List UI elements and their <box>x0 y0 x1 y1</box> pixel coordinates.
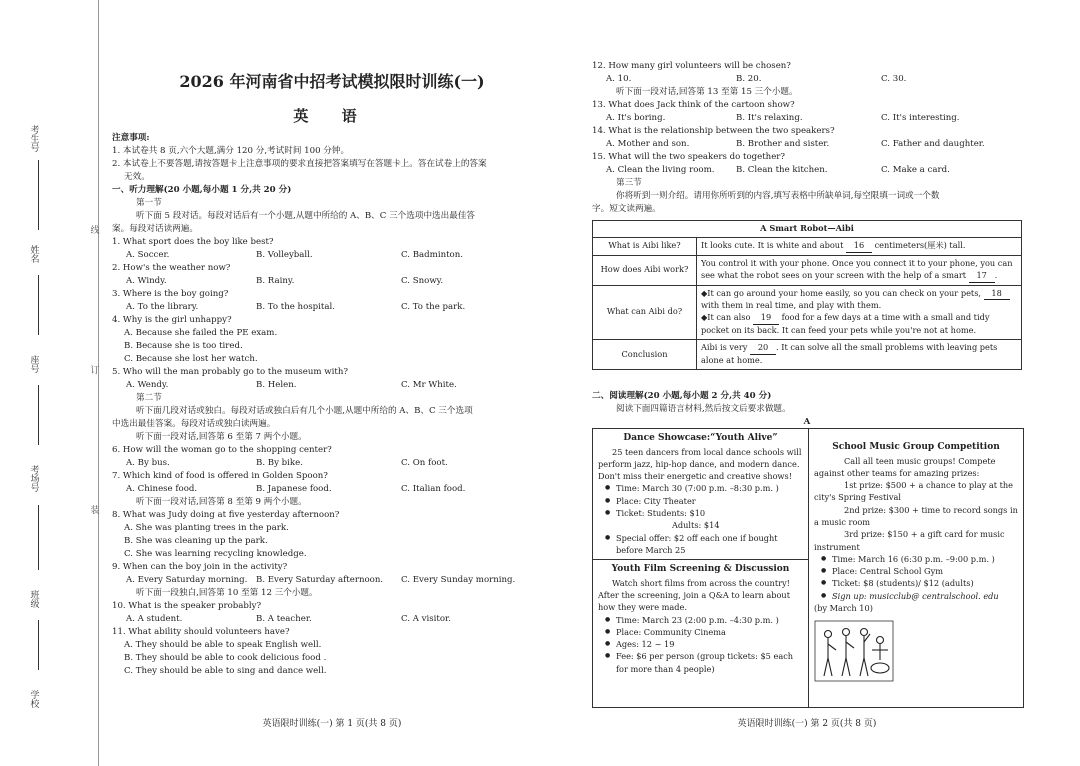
option-b: B. To the hospital. <box>256 302 335 312</box>
music-place: ● Place: Central School Gym <box>814 565 1018 577</box>
option-row <box>592 138 1022 151</box>
label-name: 姓名 <box>28 245 39 263</box>
text-line: 12. How many girl volunteers will be chosen? <box>592 61 791 71</box>
text-line: 4. Why is the girl unhappy? <box>112 315 232 325</box>
field-class <box>38 620 39 670</box>
option-b: B. It's relaxing. <box>736 113 803 123</box>
option-c: C. To the park. <box>401 302 466 312</box>
text-line: A. She was planting trees in the park. <box>124 523 289 533</box>
option-a: A. By bus. <box>126 458 170 468</box>
text-line: 听下面 5 段对话。每段对话后有一个小题,从题中所给的 A、B、C 三个选项中选出最佳答 <box>136 211 476 221</box>
option-a: A. Chinese food. <box>126 484 198 494</box>
music-prize-2: 2nd prize: $300 + time to record songs in a music room <box>814 504 1018 527</box>
option-a: A. Windy. <box>126 276 167 286</box>
option-row <box>112 275 552 288</box>
option-c: C. On foot. <box>401 458 448 468</box>
text-line: C. Because she lost her watch. <box>124 354 258 364</box>
text-line: 1. 本试卷共 8 页,六个大题,满分 120 分,考试时间 100 分钟。 <box>112 146 350 156</box>
music-prize-3: 3rd prize: $150 + a gift card for music instrument <box>814 529 1005 552</box>
option-b: B. Brother and sister. <box>736 139 830 149</box>
text-line: 15. What will the two speakers do together? <box>592 152 786 162</box>
page-1-footer: 英语限时训练(一) 第 1 页(共 8 页) <box>262 719 402 729</box>
page-2-content <box>592 60 1022 216</box>
blank-17: 17 <box>969 270 995 283</box>
text-line: 1. What sport does the boy like best? <box>112 237 274 247</box>
option-c: C. Snowy. <box>401 276 444 286</box>
option-row <box>112 457 552 470</box>
text-line: 听下面几段对话或独白。每段对话或独白后有几个小题,从题中所给的 A、B、C 三个选项 <box>136 406 473 416</box>
passage-a-right-column <box>809 429 1023 707</box>
robot-row-value: Aibi is very 20 . It can solve all the small problems with leaving pets alone at home. <box>697 340 1022 370</box>
text-line: 10. What is the speaker probably? <box>112 601 262 611</box>
text-line: 7. Which kind of food is offered in Golden Spoon? <box>112 471 328 481</box>
robot-row-value: ◆It can go around your home easily, so you can check on your pets, 18 with them in real time, and play with them. ◆It can also 19 food for a few days at a time with a small and tidy pocket on its back. It can feed your pets while you're not at home. <box>697 285 1022 340</box>
text-line: 字。短文读两遍。 <box>592 204 661 214</box>
robot-row-key: Conclusion <box>593 340 697 370</box>
option-b: B. Helen. <box>256 380 297 390</box>
text-line: 听下面一段独白,回答第 10 至第 12 三个小题。 <box>136 588 318 598</box>
option-c: C. It's interesting. <box>881 113 960 123</box>
mark-bind: 订 <box>88 365 99 374</box>
music-ticket: ● Ticket: $8 (students)/ $12 (adults) <box>814 577 1018 589</box>
option-a: A. It's boring. <box>606 113 666 123</box>
field-exam-number <box>38 160 39 230</box>
text-line: 听下面一段对话,回答第 8 至第 9 两个小题。 <box>136 497 307 507</box>
option-b: B. Clean the kitchen. <box>736 165 828 175</box>
blank-20: 20 <box>750 342 776 355</box>
dance-place: ● Place: City Theater <box>598 495 803 507</box>
robot-row-value: You control it with your phone. Once you connect it to your phone, you can see what the robot sees on your screen with the help of a smart 17 . <box>697 255 1022 285</box>
binding-margin <box>0 0 100 766</box>
option-c: C. Italian food. <box>401 484 466 494</box>
robot-row-key: What is Aibi like? <box>593 237 697 255</box>
mark-line: 线 <box>88 225 99 234</box>
text-line: 11. What ability should volunteers have? <box>112 627 290 637</box>
option-a: A. A student. <box>126 614 183 624</box>
option-a: A. Clean the living room. <box>606 165 715 175</box>
text-line: 8. What was Judy doing at five yesterday afternoon? <box>112 510 340 520</box>
exam-title: 2026 年河南省中招考试模拟限时训练(一) <box>179 72 485 91</box>
label-school: 学校 <box>28 690 39 708</box>
film-time: ● Time: March 23 (2:00 p.m. –4:30 p.m. ) <box>598 614 803 626</box>
option-row <box>592 73 1022 86</box>
text-line: 你将听到一则介绍。请用你所听到的内容,填写表格中所缺单词,每空限填一词或一个数 <box>616 191 940 201</box>
option-row <box>112 249 552 262</box>
exam-subject: 英 语 <box>293 107 371 125</box>
film-ages: ● Ages: 12 ~ 19 <box>598 638 803 650</box>
option-a: A. Mother and son. <box>606 139 690 149</box>
film-body: Watch short films from across the country! After the screening, join a Q&A to learn about how they were made. <box>598 577 790 613</box>
dance-ticket: ● Ticket: Students: $10 <box>598 507 803 519</box>
text-line: 9. When can the boy join in the activity? <box>112 562 288 572</box>
robot-row-key: What can Aibi do? <box>593 285 697 340</box>
text-line: 2. How's the weather now? <box>112 263 231 273</box>
field-room <box>38 505 39 570</box>
option-b: B. Volleyball. <box>256 250 313 260</box>
option-c: C. Make a card. <box>881 165 950 175</box>
option-a: A. 10. <box>606 74 632 84</box>
option-a: A. To the library. <box>126 302 199 312</box>
text-line: B. She was cleaning up the park. <box>124 536 268 546</box>
music-section <box>809 429 1023 689</box>
dance-offer: ● Special offer: $2 off each one if bought before March 25 <box>598 532 803 557</box>
text-line: 听下面一段对话,回答第 6 至第 7 两个小题。 <box>136 432 307 442</box>
text-line: 中选出最佳答案。每段对话或独白读两遍。 <box>112 419 276 429</box>
option-b: B. Every Saturday afternoon. <box>256 575 384 585</box>
option-a: A. Soccer. <box>126 250 170 260</box>
text-line: C. She was learning recycling knowledge. <box>124 549 307 559</box>
option-row <box>112 379 552 392</box>
option-a: A. Every Saturday morning. <box>126 575 248 585</box>
option-b: B. Japanese food. <box>256 484 332 494</box>
binding-line <box>98 0 99 766</box>
option-c: C. Mr White. <box>401 380 457 390</box>
text-line: C. They should be able to sing and dance well. <box>124 666 327 676</box>
robot-table-title: A Smart Robot—Aibi <box>593 221 1022 238</box>
option-c: C. Badminton. <box>401 250 463 260</box>
music-body: Call all teen music groups! Compete against other teams for amazing prizes: <box>814 455 996 478</box>
option-row <box>592 112 1022 125</box>
passage-a-box <box>592 428 1024 708</box>
label-room: 考场号 <box>28 465 39 492</box>
reading-instruction: 阅读下面四篇语言材料,然后按文后要求做题。 <box>616 404 791 414</box>
text-line: 听下面一段对话,回答第 13 至第 15 三个小题。 <box>616 87 798 97</box>
passage-a-left-column <box>593 429 809 707</box>
dance-title: Dance Showcase:“Youth Alive” <box>623 433 778 443</box>
text-line: 一、听力理解(20 小题,每小题 1 分,共 20 分) <box>112 185 292 195</box>
film-section <box>593 560 808 678</box>
text-line: 3. Where is the boy going? <box>112 289 229 299</box>
option-c: C. Father and daughter. <box>881 139 985 149</box>
text-line: A. They should be able to speak English well. <box>124 640 322 650</box>
robot-row-value: It looks cute. It is white and about 16 centimeters(厘米) tall. <box>697 237 1022 255</box>
option-c: C. A visitor. <box>401 614 451 624</box>
text-line: 第二节 <box>136 393 162 403</box>
field-name <box>38 275 39 335</box>
text-line: 第三节 <box>616 178 642 188</box>
label-seat: 座号 <box>28 355 39 373</box>
text-line: 无效。 <box>124 172 150 182</box>
option-b: B. Rainy. <box>256 276 295 286</box>
music-time: ● Time: March 16 (6:30 p.m. –9:00 p.m. ) <box>814 553 1018 565</box>
blank-16: 16 <box>846 240 872 253</box>
robot-row-key: How does Aibi work? <box>593 255 697 285</box>
music-title: School Music Group Competition <box>832 442 1000 452</box>
film-place: ● Place: Community Cinema <box>598 626 803 638</box>
blank-18: 18 <box>984 288 1010 301</box>
dance-section <box>593 429 808 559</box>
music-signup: ● Sign up: musicclub@ centralschool. edu <box>814 590 1018 602</box>
dance-body: 25 teen dancers from local dance schools will perform jazz, hip-hop dance, and modern dance. Don't miss their energetic and creative shows! <box>598 446 802 482</box>
text-line: 14. What is the relationship between the two speakers? <box>592 126 835 136</box>
band-illustration <box>814 620 894 682</box>
option-b: B. By bike. <box>256 458 303 468</box>
page-1-content <box>112 132 552 678</box>
reading-header <box>592 390 1022 429</box>
blank-19: 19 <box>753 312 779 325</box>
option-row <box>112 613 552 626</box>
mark-mount: 装 <box>88 505 99 514</box>
text-line: 5. Who will the man probably go to the museum with? <box>112 367 348 377</box>
option-a: A. Wendy. <box>126 380 169 390</box>
option-row <box>592 164 1022 177</box>
option-c: C. 30. <box>881 74 907 84</box>
music-prize-1: 1st prize: $500 + a chance to play at the city's Spring Festival <box>814 480 1014 503</box>
film-title: Youth Film Screening & Discussion <box>611 564 790 575</box>
label-class: 班级 <box>28 590 39 608</box>
option-row <box>112 483 552 496</box>
text-line: B. They should be able to cook delicious food . <box>124 653 327 663</box>
option-b: B. A teacher. <box>256 614 312 624</box>
text-line: 第一节 <box>136 198 162 208</box>
option-b: B. 20. <box>736 74 762 84</box>
text-line: 13. What does Jack think of the cartoon show? <box>592 100 795 110</box>
option-row <box>112 574 552 587</box>
text-line: 6. How will the woman go to the shopping center? <box>112 445 332 455</box>
text-line: B. Because she is too tired. <box>124 341 243 351</box>
text-line: 注意事项: <box>112 133 150 143</box>
dance-ticket-adults: Adults: $14 <box>672 520 720 531</box>
film-fee: ● Fee: $6 per person (group tickets: $5 each for more than 4 people) <box>598 650 803 675</box>
robot-table <box>592 220 1022 370</box>
reading-heading: 二、阅读理解(20 小题,每小题 2 分,共 40 分) <box>592 391 772 401</box>
dance-time: ● Time: March 30 (7:00 p.m. –8:30 p.m. ) <box>598 482 803 494</box>
option-c: C. Every Sunday morning. <box>401 575 516 585</box>
passage-label: A <box>803 417 811 427</box>
music-deadline: (by March 10) <box>814 603 873 614</box>
text-line: 案。每段对话读两遍。 <box>112 224 198 234</box>
option-row <box>112 301 552 314</box>
label-exam-number: 考生号 <box>28 125 39 152</box>
page-2-footer: 英语限时训练(一) 第 2 页(共 8 页) <box>737 719 877 729</box>
text-line: 2. 本试卷上不要答题,请按答题卡上注意事项的要求直接把答案填写在答题卡上。答在试卷上的答案 <box>112 159 487 169</box>
field-seat <box>38 385 39 445</box>
text-line: A. Because she failed the PE exam. <box>124 328 278 338</box>
